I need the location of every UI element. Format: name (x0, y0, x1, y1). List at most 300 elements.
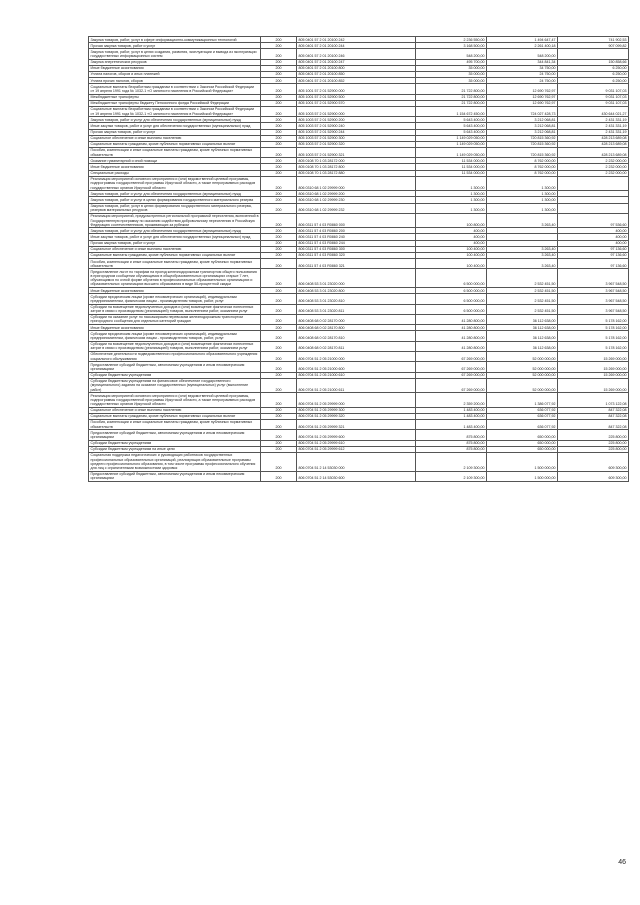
executed-amount-cell: 52 000 000,00 (487, 378, 558, 392)
unexecuted-amount-cell: 1 073 122,08 (558, 393, 629, 407)
line-code-cell: 200 (261, 158, 297, 164)
executed-amount-cell: 548 200,00 (487, 49, 558, 59)
approved-amount-cell: 1 154 672 450,00 (416, 106, 487, 116)
table-row (89, 259, 629, 269)
executed-amount-cell: 3 263,40 (487, 213, 558, 227)
expense-description-cell: Уплата налогов, сборов и иных платежей (89, 71, 261, 77)
line-code-cell: 200 (261, 372, 297, 378)
classification-code-cell: 806 0704 51 2 05 29999 600 (297, 430, 416, 440)
unexecuted-amount-cell: 907 099,82 (558, 43, 629, 49)
expense-description-cell: Предоставление льгот по тарифам на проезд железнодорожным транспортом общего пользования в пригородном сообщении обучающимся в общеобразовательных организациях старше 7 лет, обучающимся по очной форме обучения в профессиональных образовательных организациях и образовательных организациях высшего образования в виде 50-процентной скидки (89, 269, 261, 288)
approved-amount-cell: 6 500 000,00 (416, 269, 487, 288)
unexecuted-amount-cell: 609 300,00 (558, 452, 629, 471)
executed-amount-cell: 36 112 638,00 (487, 341, 558, 351)
line-code-cell: 200 (261, 135, 297, 141)
executed-amount-cell: 2 261 400,18 (487, 43, 558, 49)
classification-code-cell: 806 0408 53 3 01 23020 800 (297, 288, 416, 294)
expense-description-cell: Предоставление субсидий бюджетным, автономным учреждениям и иным некоммерческим организациям (89, 362, 261, 372)
unexecuted-amount-cell: 6 250,00 (558, 65, 629, 71)
unexecuted-amount-cell (558, 203, 629, 213)
unexecuted-amount-cell: 97 136,60 (558, 252, 629, 258)
executed-amount-cell: 720 815 360,92 (487, 135, 558, 141)
executed-amount-cell: 3 263,40 (487, 259, 558, 269)
line-code-cell: 200 (261, 259, 297, 269)
executed-amount-cell: 1 300,00 (487, 176, 558, 190)
executed-amount-cell: 24 750,00 (487, 71, 558, 77)
approved-amount-cell: 21 722 800,00 (416, 94, 487, 100)
approved-amount-cell: 21 722 800,00 (416, 84, 487, 94)
approved-amount-cell: 67 269 000,00 (416, 362, 487, 372)
expense-description-cell: Уплата прочих налогов, сборов (89, 78, 261, 84)
table-row (89, 351, 629, 361)
classification-code-cell: 805 1003 57 2 01 52900 240 (297, 123, 416, 129)
classification-code-cell: 806 0704 51 2 05 21000 611 (297, 378, 416, 392)
expense-description-cell: Иные бюджетные ассигнования (89, 325, 261, 331)
classification-code-cell: 806 0408 53 3 01 23020 811 (297, 304, 416, 314)
line-code-cell: 200 (261, 123, 297, 129)
unexecuted-amount-cell: 225 800,00 (558, 446, 629, 452)
executed-amount-cell: 3 263,40 (487, 246, 558, 252)
table-row (89, 269, 629, 288)
classification-code-cell: 806 0311 57 4 03 R0860 240 (297, 234, 416, 240)
classification-code-cell: 806 0408 68 0 02 28170 810 (297, 331, 416, 341)
classification-code-cell: 806 0311 57 4 03 R0860 244 (297, 240, 416, 246)
classification-code-cell: 806 0311 57 4 03 R0860 321 (297, 259, 416, 269)
line-code-cell: 200 (261, 440, 297, 446)
executed-amount-cell: 52 000 000,00 (487, 372, 558, 378)
unexecuted-amount-cell: 150 858,66 (558, 59, 629, 65)
unexecuted-amount-cell: 9 031 107,03 (558, 100, 629, 106)
approved-amount-cell: 548 200,00 (416, 49, 487, 59)
executed-amount-cell: 12 690 762,97 (487, 100, 558, 106)
unexecuted-amount-cell: 225 800,00 (558, 430, 629, 440)
unexecuted-amount-cell (558, 49, 629, 59)
expense-description-cell: Субсидии бюджетным учреждениям (89, 372, 261, 378)
classification-code-cell: 806 0310 68 1 02 29999 200 (297, 191, 416, 197)
unexecuted-amount-cell: 15 269 000,00 (558, 362, 629, 372)
executed-amount-cell: 3 212 068,81 (487, 129, 558, 135)
executed-amount-cell: 52 000 000,00 (487, 362, 558, 372)
unexecuted-amount-cell: 847 322,08 (558, 413, 629, 419)
classification-code-cell: 806 0704 51 2 05 29999 610 (297, 440, 416, 446)
line-code-cell: 200 (261, 269, 297, 288)
classification-code-cell: 805 1001 57 2 01 52900 500 (297, 94, 416, 100)
expense-description-cell: Пособия, компенсации и иные социальные выплаты гражданам, кроме публичных нормативных обязательств (89, 259, 261, 269)
line-code-cell: 200 (261, 65, 297, 71)
approved-amount-cell: 41 280 800,00 (416, 325, 487, 331)
classification-code-cell: 805 0401 57 2 01 20100 850 (297, 71, 416, 77)
approved-amount-cell: 1 300,00 (416, 176, 487, 190)
approved-amount-cell: 6 500 000,00 (416, 304, 487, 314)
page-number: 46 (618, 859, 626, 866)
expense-description-cell: Субсидии на возмещение недополученных доходов и (или) возмещение фактически понесенных затрат в связи с производством (реализацией) товаров, выполнением работ, оказанием услуг (89, 341, 261, 351)
line-code-cell: 200 (261, 446, 297, 452)
approved-amount-cell: 6 500 000,00 (416, 294, 487, 304)
executed-amount-cell: 24 750,00 (487, 78, 558, 84)
classification-code-cell: 806 0704 51 2 05 29999 612 (297, 446, 416, 452)
line-code-cell: 200 (261, 331, 297, 341)
expense-description-cell: Субсидии бюджетным учреждениям на финансовое обеспечение государственного (муниципального) задания на оказание государственных (муниципальных) услуг (выполнение работ) (89, 378, 261, 392)
executed-amount-cell: 636 077,92 (487, 407, 558, 413)
expense-description-cell: Прочая закупка товаров, работ и услуг (89, 240, 261, 246)
executed-amount-cell: 650 000,00 (487, 430, 558, 440)
approved-amount-cell: 67 269 000,00 (416, 351, 487, 361)
line-code-cell: 200 (261, 141, 297, 147)
classification-code-cell: 806 0408 53 3 01 23020 000 (297, 269, 416, 288)
approved-amount-cell: 41 280 800,00 (416, 341, 487, 351)
unexecuted-amount-cell: 847 322,08 (558, 419, 629, 429)
classification-code-cell: 806 0704 51 2 05 29999 300 (297, 407, 416, 413)
line-code-cell: 200 (261, 37, 297, 43)
unexecuted-amount-cell: 400,00 (558, 234, 629, 240)
approved-amount-cell: 875 800,00 (416, 446, 487, 452)
line-code-cell: 200 (261, 176, 297, 190)
unexecuted-amount-cell: 430 644 021,27 (558, 106, 629, 116)
executed-amount-cell: 1 500 000,00 (487, 452, 558, 471)
executed-amount-cell: 720 815 360,92 (487, 147, 558, 157)
classification-code-cell: 806 0704 51 2 05 21000 000 (297, 351, 416, 361)
table-row (89, 176, 629, 190)
executed-amount-cell: 2 532 451,50 (487, 304, 558, 314)
classification-code-cell: 805 0401 57 2 01 20100 247 (297, 59, 416, 65)
classification-code-cell: 806 0704 51 2 14 53030 600 (297, 471, 416, 481)
approved-amount-cell: 1 149 029 050,00 (416, 141, 487, 147)
unexecuted-amount-cell: 6 250,00 (558, 78, 629, 84)
unexecuted-amount-cell: 9 031 107,03 (558, 84, 629, 94)
unexecuted-amount-cell: 2 431 331,19 (558, 129, 629, 135)
line-code-cell: 200 (261, 203, 297, 213)
table-body (89, 37, 629, 482)
classification-code-cell: 805 0401 57 2 01 20100 244 (297, 43, 416, 49)
executed-amount-cell: 2 532 451,50 (487, 294, 558, 304)
approved-amount-cell: 875 800,00 (416, 440, 487, 446)
unexecuted-amount-cell: 97 136,60 (558, 259, 629, 269)
line-code-cell: 200 (261, 94, 297, 100)
unexecuted-amount-cell: 3 967 548,50 (558, 288, 629, 294)
unexecuted-amount-cell: 97 136,60 (558, 246, 629, 252)
classification-code-cell: 806 0704 51 2 05 21000 600 (297, 362, 416, 372)
expense-description-cell: Иные закупки товаров, работ и услуг для обеспечения государственных (муниципальных) нужд (89, 123, 261, 129)
expense-description-cell: Закупка товаров, работ, услуг в сфере информационно-коммуникационных технологий (89, 37, 261, 43)
approved-amount-cell: 3 168 500,00 (416, 43, 487, 49)
executed-amount-cell: 34 750,00 (487, 65, 558, 71)
approved-amount-cell: 41 280 800,00 (416, 314, 487, 324)
executed-amount-cell: 1 300,00 (487, 203, 558, 213)
table-row (89, 430, 629, 440)
executed-amount-cell: 720 815 360,92 (487, 141, 558, 147)
expense-description-cell: Социальные выплаты безработным гражданам в соответствии с Законом Российской Федерации от 19 апреля 1991 года № 1032-1 «О занятости населения в Российской Федерации» (89, 106, 261, 116)
unexecuted-amount-cell: 15 269 000,00 (558, 351, 629, 361)
classification-code-cell: 806 0704 51 2 14 53030 000 (297, 452, 416, 471)
expense-description-cell: Пособия, компенсации и иные социальные выплаты гражданам, кроме публичных нормативных обязательств (89, 147, 261, 157)
unexecuted-amount-cell: 5 178 162,00 (558, 325, 629, 331)
unexecuted-amount-cell: 428 213 689,08 (558, 141, 629, 147)
line-code-cell: 200 (261, 234, 297, 240)
expense-description-cell: Социальное обеспечение и иные выплаты населению (89, 407, 261, 413)
table-row (89, 84, 629, 94)
approved-amount-cell: 35 000,00 (416, 65, 487, 71)
unexecuted-amount-cell: 5 178 162,00 (558, 341, 629, 351)
approved-amount-cell: 1 300,00 (416, 203, 487, 213)
unexecuted-amount-cell: 3 967 548,50 (558, 294, 629, 304)
expense-description-cell: Субсидии на возмещение недополученных доходов и (или) возмещение фактически понесенных затрат в связи с производством (реализацией) товаров, выполнением работ, оказанием услуг (89, 304, 261, 314)
expense-description-cell: Субсидии на оказание услуг по пассажирским перевозкам железнодорожным транспортом пригородного сообщения для отдельных категорий граждан (89, 314, 261, 324)
expense-description-cell: Реализация мероприятий основного мероприятия и (или) ведомственной целевой программы, подпрограммы государственной программы Иркутской области, а также непрограммных расходов государственных органов Иркутской области (89, 176, 261, 190)
unexecuted-amount-cell: 2 232 000,00 (558, 170, 629, 176)
approved-amount-cell: 1 300,00 (416, 197, 487, 203)
expense-description-cell: Субсидии юридическим лицам (кроме некоммерческих организаций), индивидуальным предпринимателям, физическим лицам - производителям товаров, работ, услуг (89, 294, 261, 304)
line-code-cell: 200 (261, 378, 297, 392)
expense-description-cell: Специальные расходы (89, 170, 261, 176)
expense-description-cell: Субсидии бюджетным учреждениям на иные цели (89, 446, 261, 452)
executed-amount-cell: 344 841,34 (487, 59, 558, 65)
unexecuted-amount-cell: 400,00 (558, 228, 629, 234)
line-code-cell: 200 (261, 117, 297, 123)
approved-amount-cell: 1 149 029 050,00 (416, 135, 487, 141)
approved-amount-cell: 400,00 (416, 234, 487, 240)
expense-description-cell: Социальное обеспечение и иные выплаты населению (89, 246, 261, 252)
approved-amount-cell: 5 643 400,00 (416, 123, 487, 129)
classification-code-cell: 806 0408 68 0 02 28170 000 (297, 314, 416, 324)
line-code-cell: 200 (261, 59, 297, 65)
unexecuted-amount-cell: 2 232 000,00 (558, 158, 629, 164)
executed-amount-cell: 636 077,92 (487, 419, 558, 429)
executed-amount-cell: 1 386 077,92 (487, 393, 558, 407)
approved-amount-cell: 5 643 400,00 (416, 129, 487, 135)
approved-amount-cell: 1 149 029 050,00 (416, 147, 487, 157)
classification-code-cell: 806 0311 57 4 03 R0860 200 (297, 228, 416, 234)
table-row (89, 471, 629, 481)
table-row (89, 147, 629, 157)
line-code-cell: 200 (261, 314, 297, 324)
approved-amount-cell: 35 000,00 (416, 71, 487, 77)
table-row (89, 213, 629, 227)
line-code-cell: 200 (261, 407, 297, 413)
approved-amount-cell: 11 534 000,00 (416, 170, 487, 176)
approved-amount-cell: 1 483 400,00 (416, 419, 487, 429)
unexecuted-amount-cell: 2 431 331,19 (558, 117, 629, 123)
expense-description-cell: Закупка товаров, работ, услуг в целях формирования государственного материального резерва, резервов материальных ресурсов (89, 203, 261, 213)
executed-amount-cell: 36 112 638,00 (487, 314, 558, 324)
line-code-cell: 200 (261, 362, 297, 372)
expense-description-cell: Прочая закупка товаров, работ и услуг (89, 129, 261, 135)
executed-amount-cell: 8 762 000,00 (487, 170, 558, 176)
classification-code-cell: 805 0401 57 2 01 20100 246 (297, 49, 416, 59)
table-row (89, 419, 629, 429)
classification-code-cell: 806 0408 53 3 01 23020 810 (297, 294, 416, 304)
executed-amount-cell: 1 494 647,47 (487, 37, 558, 43)
approved-amount-cell: 875 800,00 (416, 430, 487, 440)
line-code-cell: 200 (261, 240, 297, 246)
line-code-cell: 200 (261, 413, 297, 419)
expense-description-cell: Пособия, компенсации и иные социальные выплаты гражданам, кроме публичных нормативных обязательств (89, 419, 261, 429)
expense-description-cell: Социальная поддержка педагогических и руководящих работников государственных профессиональных образовательных организаций, реализующих образовательные программы среднего профессионального образования, в том числе программы профессионального обучения для лиц с ограниченными возможностями здоровья (89, 452, 261, 471)
classification-code-cell: 805 0108 70 1 03 28172 880 (297, 170, 416, 176)
unexecuted-amount-cell: 97 536,60 (558, 213, 629, 227)
expense-description-cell: Оказание гуманитарной и иной помощи (89, 158, 261, 164)
line-code-cell: 200 (261, 170, 297, 176)
classification-code-cell: 806 0310 68 1 02 29999 000 (297, 176, 416, 190)
approved-amount-cell: 100 400,00 (416, 252, 487, 258)
classification-code-cell: 806 0311 57 4 03 R0860 300 (297, 246, 416, 252)
classification-code-cell: 806 0311 57 4 03 R0860 000 (297, 213, 416, 227)
table-row (89, 203, 629, 213)
executed-amount-cell: 1 300,00 (487, 191, 558, 197)
unexecuted-amount-cell: 428 213 689,08 (558, 147, 629, 157)
approved-amount-cell: 11 534 000,00 (416, 164, 487, 170)
classification-code-cell: 806 0704 51 2 05 21000 610 (297, 372, 416, 378)
expense-description-cell: Иные бюджетные ассигнования (89, 288, 261, 294)
line-code-cell: 200 (261, 84, 297, 94)
approved-amount-cell: 21 722 800,00 (416, 100, 487, 106)
line-code-cell: 200 (261, 100, 297, 106)
executed-amount-cell: 12 690 762,97 (487, 84, 558, 94)
approved-amount-cell: 400,00 (416, 240, 487, 246)
classification-code-cell: 806 0704 51 2 05 29999 320 (297, 413, 416, 419)
expense-description-cell: Реализация мероприятий основного мероприятия и (или) ведомственной целевой программы, подпрограммы государственной программы Иркутской области, а также непрограммных расходов государственных органов Иркутской области (89, 393, 261, 407)
budget-execution-table (88, 36, 629, 482)
classification-code-cell: 806 0704 51 2 05 29999 000 (297, 393, 416, 407)
approved-amount-cell: 35 000,00 (416, 78, 487, 84)
table-row (89, 341, 629, 351)
unexecuted-amount-cell: 847 322,08 (558, 407, 629, 413)
executed-amount-cell: 636 077,92 (487, 413, 558, 419)
unexecuted-amount-cell: 5 178 162,00 (558, 331, 629, 341)
line-code-cell: 200 (261, 430, 297, 440)
approved-amount-cell: 1 483 400,00 (416, 413, 487, 419)
classification-code-cell: 805 1001 57 2 01 52900 000 (297, 84, 416, 94)
table-row (89, 49, 629, 59)
executed-amount-cell: 36 112 638,00 (487, 331, 558, 341)
line-code-cell: 200 (261, 325, 297, 331)
approved-amount-cell: 400,00 (416, 228, 487, 234)
expense-description-cell: Социальное обеспечение и иные выплаты населению (89, 135, 261, 141)
unexecuted-amount-cell: 225 800,00 (558, 440, 629, 446)
expense-description-cell: Закупка товаров, работ и услуг в целях формирования государственного материального резерва (89, 197, 261, 203)
expense-description-cell: Закупка товаров, работ и услуг для обеспечения государственных (муниципальных) нужд (89, 117, 261, 123)
line-code-cell: 200 (261, 452, 297, 471)
line-code-cell: 200 (261, 213, 297, 227)
line-code-cell: 200 (261, 191, 297, 197)
unexecuted-amount-cell: 9 031 107,03 (558, 94, 629, 100)
classification-code-cell: 805 1001 57 2 01 52900 570 (297, 100, 416, 106)
classification-code-cell: 805 1003 57 2 01 52900 000 (297, 106, 416, 116)
classification-code-cell: 806 0310 68 1 02 29999 230 (297, 197, 416, 203)
classification-code-cell: 806 0310 68 1 02 29999 232 (297, 203, 416, 213)
classification-code-cell: 805 0108 70 1 03 28172 800 (297, 164, 416, 170)
line-code-cell: 200 (261, 393, 297, 407)
table-row (89, 378, 629, 392)
line-code-cell: 200 (261, 341, 297, 351)
expense-description-cell: Межбюджетные трансферты (89, 94, 261, 100)
classification-code-cell: 806 0408 68 0 02 28170 800 (297, 325, 416, 331)
table-row (89, 452, 629, 471)
expense-description-cell: Социальные выплаты безработным гражданам в соответствии с Законом Российской Федерации от 19 апреля 1991 года № 1032-1 «О занятости населения в Российской Федерации» (89, 84, 261, 94)
approved-amount-cell: 2 109 300,00 (416, 452, 487, 471)
unexecuted-amount-cell: 400,00 (558, 240, 629, 246)
expense-description-cell: Обеспечение деятельности подведомственного профессионального образовательного учреждения социального обслуживания (89, 351, 261, 361)
executed-amount-cell: 2 532 451,50 (487, 288, 558, 294)
line-code-cell: 200 (261, 164, 297, 170)
line-code-cell: 200 (261, 288, 297, 294)
approved-amount-cell: 100 800,00 (416, 213, 487, 227)
table-row (89, 314, 629, 324)
expense-description-cell: Прочая закупка товаров, работ и услуг (89, 43, 261, 49)
unexecuted-amount-cell: 6 250,00 (558, 71, 629, 77)
line-code-cell: 200 (261, 304, 297, 314)
unexecuted-amount-cell: 741 902,53 (558, 37, 629, 43)
classification-code-cell: 805 1003 57 2 01 52900 321 (297, 147, 416, 157)
unexecuted-amount-cell: 5 178 162,00 (558, 314, 629, 324)
table-row (89, 304, 629, 314)
expense-description-cell: Закупка энергетических ресурсов (89, 59, 261, 65)
approved-amount-cell: 2 109 300,00 (416, 471, 487, 481)
line-code-cell: 200 (261, 351, 297, 361)
unexecuted-amount-cell: 3 967 548,50 (558, 304, 629, 314)
line-code-cell: 200 (261, 228, 297, 234)
executed-amount-cell: 724 027 428,73 (487, 106, 558, 116)
expense-description-cell: Предоставление субсидий бюджетным, автономным учреждениям и иным некоммерческим организациям (89, 430, 261, 440)
executed-amount-cell: 3 212 068,81 (487, 123, 558, 129)
expense-description-cell: Субсидии юридическим лицам (кроме некоммерческих организаций), индивидуальным предпринимателям, физическим лицам - производителям товаров, работ, услуг (89, 331, 261, 341)
classification-code-cell: 805 1003 57 2 01 52900 244 (297, 129, 416, 135)
classification-code-cell: 806 0704 51 2 05 29999 321 (297, 419, 416, 429)
approved-amount-cell: 1 483 400,00 (416, 407, 487, 413)
expense-description-cell: Иные бюджетные ассигнования (89, 65, 261, 71)
line-code-cell: 200 (261, 197, 297, 203)
line-code-cell: 200 (261, 419, 297, 429)
expense-description-cell: Межбюджетные трансферты бюджету Пенсионного фонда Российской Федерации (89, 100, 261, 106)
line-code-cell: 200 (261, 147, 297, 157)
executed-amount-cell: 3 263,40 (487, 252, 558, 258)
line-code-cell: 200 (261, 129, 297, 135)
table-row (89, 362, 629, 372)
executed-amount-cell: 650 000,00 (487, 446, 558, 452)
expense-description-cell: Закупка товаров, работ и услуг для обеспечения государственных (муниципальных) нужд (89, 228, 261, 234)
expense-description-cell: Предоставление субсидий бюджетным, автономным учреждениям и иным некоммерческим организациям (89, 471, 261, 481)
expense-description-cell: Социальные выплаты гражданам, кроме публичных нормативных социальных выплат (89, 141, 261, 147)
expense-description-cell: Иные бюджетные ассигнования (89, 164, 261, 170)
expense-description-cell: Социальные выплаты гражданам, кроме публичных нормативных социальных выплат (89, 252, 261, 258)
line-code-cell: 200 (261, 246, 297, 252)
table-row (89, 331, 629, 341)
unexecuted-amount-cell: 3 967 548,50 (558, 269, 629, 288)
line-code-cell: 200 (261, 49, 297, 59)
approved-amount-cell: 495 700,00 (416, 59, 487, 65)
unexecuted-amount-cell (558, 176, 629, 190)
line-code-cell: 200 (261, 43, 297, 49)
line-code-cell: 200 (261, 294, 297, 304)
classification-code-cell: 805 0401 57 2 01 20100 242 (297, 37, 416, 43)
executed-amount-cell: 8 762 000,00 (487, 164, 558, 170)
executed-amount-cell: 12 690 762,97 (487, 94, 558, 100)
approved-amount-cell: 100 400,00 (416, 246, 487, 252)
line-code-cell: 200 (261, 471, 297, 481)
approved-amount-cell: 2 359 200,00 (416, 393, 487, 407)
executed-amount-cell: 650 000,00 (487, 440, 558, 446)
approved-amount-cell: 67 269 000,00 (416, 372, 487, 378)
unexecuted-amount-cell: 609 300,00 (558, 471, 629, 481)
approved-amount-cell: 100 400,00 (416, 259, 487, 269)
approved-amount-cell: 5 643 400,00 (416, 117, 487, 123)
line-code-cell: 200 (261, 71, 297, 77)
executed-amount-cell: 8 762 000,00 (487, 158, 558, 164)
classification-code-cell: 805 1003 57 2 01 52900 300 (297, 135, 416, 141)
executed-amount-cell: 1 500 000,00 (487, 471, 558, 481)
approved-amount-cell: 1 300,00 (416, 191, 487, 197)
classification-code-cell: 806 0408 68 0 02 28170 811 (297, 341, 416, 351)
approved-amount-cell: 2 236 550,00 (416, 37, 487, 43)
